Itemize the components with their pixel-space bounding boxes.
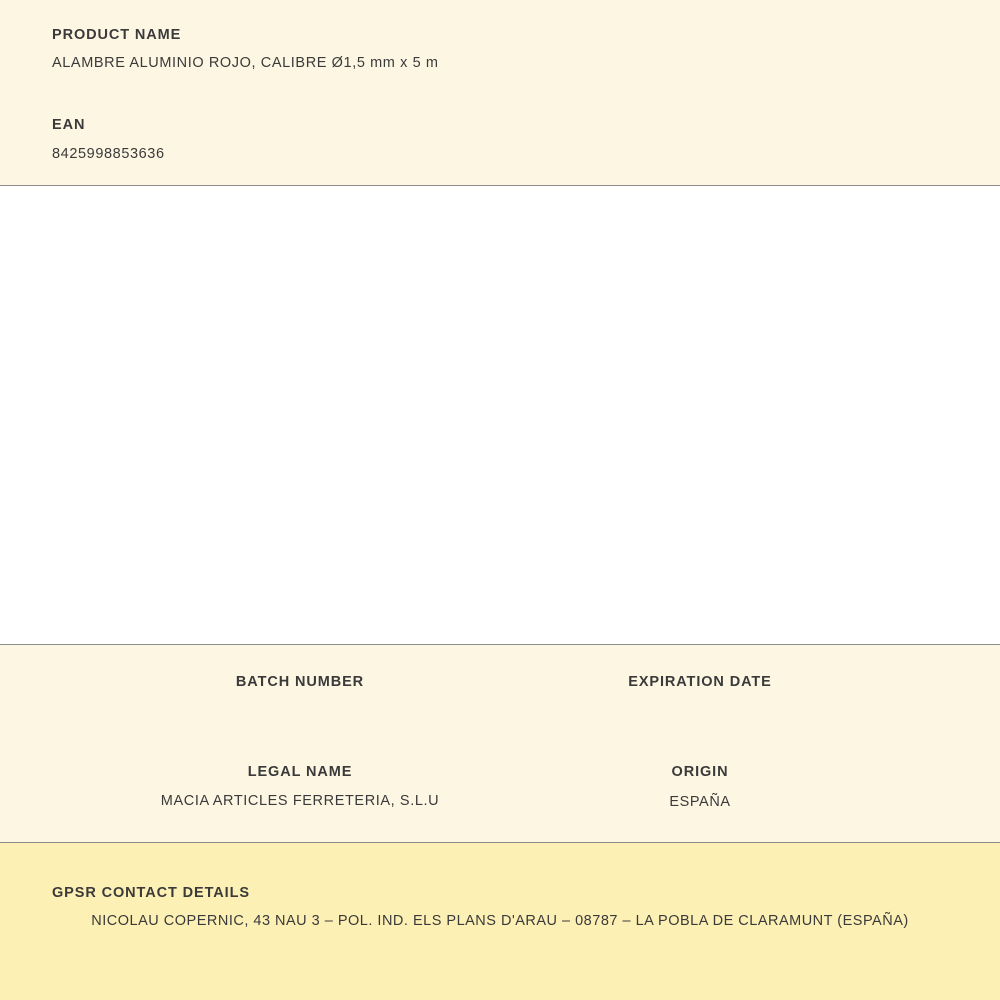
gpsr-contact-section	[0, 843, 1000, 1000]
product-name-value: ALAMBRE ALUMINIO ROJO, CALIBRE Ø1,5 mm x 5 m	[52, 55, 439, 71]
expiration-date-label: EXPIRATION DATE	[628, 674, 772, 690]
origin-label: ORIGIN	[671, 764, 729, 780]
legal-name-label: LEGAL NAME	[247, 764, 353, 780]
product-name-label: PRODUCT NAME	[52, 27, 182, 43]
legal-name-value: MACIA ARTICLES FERRETERIA, S.L.U	[160, 793, 440, 809]
gpsr-contact-label: GPSR CONTACT DETAILS	[52, 885, 250, 901]
product-details-section	[0, 645, 1000, 843]
product-info-section	[0, 0, 1000, 186]
ean-label: EAN	[52, 117, 86, 133]
image-placeholder-section	[0, 186, 1000, 645]
ean-value: 8425998853636	[52, 146, 165, 162]
batch-number-label: BATCH NUMBER	[235, 674, 365, 690]
gpsr-contact-address: NICOLAU COPERNIC, 43 NAU 3 – POL. IND. ELS PLANS D'ARAU – 08787 – LA POBLA DE CLARAMUNT (ESPAÑA)	[91, 913, 909, 929]
origin-value: ESPAÑA	[669, 794, 731, 810]
